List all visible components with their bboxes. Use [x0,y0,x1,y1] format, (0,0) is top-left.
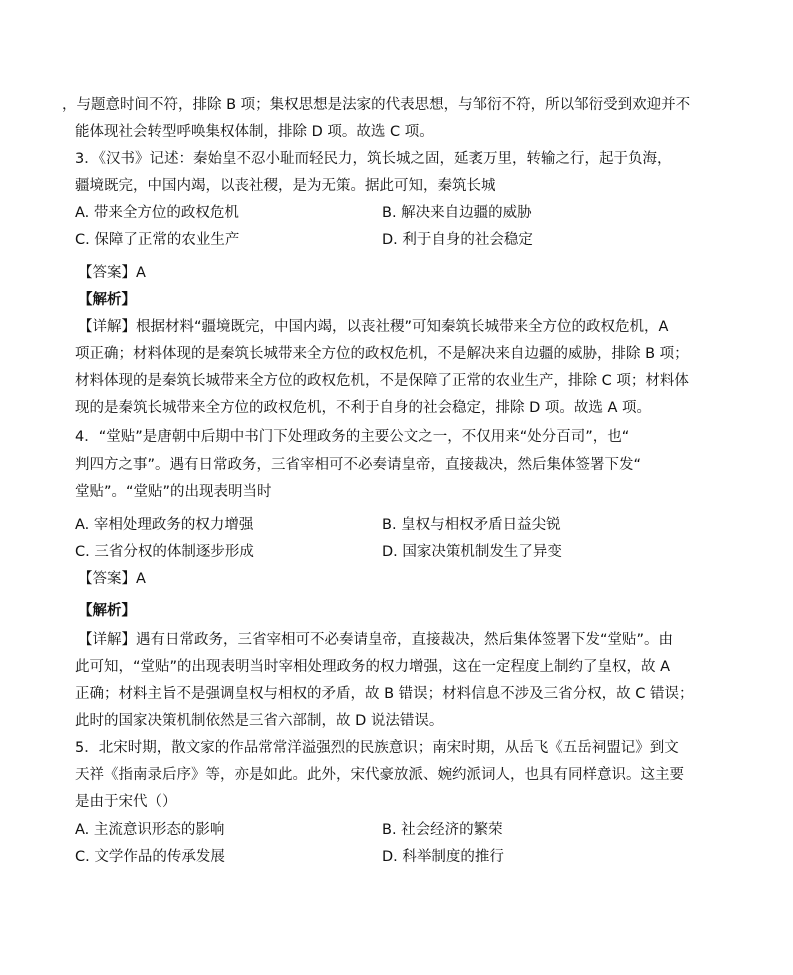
q3-option-c: C. 保障了正常的农业生产 [75,232,240,248]
q3-detail-line-3: 材料体现的是秦筑长城带来全方位的政权危机，不是保障了正常的农业生产，排除 C 项；材料体 [75,373,689,389]
q4-stem-line-1: 4．“堂贴”是唐朝中后期中书门下处理政务的主要公文之一，不仅用来“处分百司”，也“ [75,429,630,445]
q4-detail-line-3: 正确；材料主旨不是强调皇权与相权的矛盾，故 B 错误；材料信息不涉及三省分权，故 C 错误； [75,686,694,702]
q5-option-a: A. 主流意识形态的影响 [75,822,225,838]
q5-option-b: B. 社会经济的繁荣 [382,822,503,838]
q4-stem-line-3: 堂贴”。“堂贴”的出现表明当时 [75,484,272,500]
q3-detail-line-2: 项正确；材料体现的是秦筑长城带来全方位的政权危机，不是解决来自边疆的威胁，排除 B 项； [75,346,689,362]
q4-option-a: A. 宰相处理政务的权力增强 [75,517,254,533]
q5-stem-line-2: 天祥《指南录后序》等，亦是如此。此外，宋代豪放派、婉约派词人，也具有同样意识。这主要 [75,767,684,783]
q3-detail-line-4: 现的是秦筑长城带来全方位的政权危机，不利于自身的社会稳定，排除 D 项。故选 A 项。 [75,400,652,416]
q4-option-c: C. 三省分权的体制逐步形成 [75,544,254,560]
q4-option-d: D. 国家决策机制发生了异变 [382,544,562,560]
q4-option-b: B. 皇权与相权矛盾日益尖锐 [382,517,561,533]
q3-option-b: B. 解决来自边疆的威胁 [382,205,532,221]
q4-stem-line-2: 判四方之事”。遇有日常政务，三省宰相可不必奏请皇帝，直接裁决，然后集体签署下发“ [75,457,642,473]
q3-answer: 【答案】A [78,265,146,281]
q5-option-d: D. 科举制度的推行 [382,849,504,865]
q4-detail-line-1: 【详解】遇有日常政务，三省宰相可不必奏请皇帝，直接裁决，然后集体签署下发“堂贴”。由 [78,632,674,648]
q3-stem-line-2: 疆境既完，中国内竭，以丧社稷，是为无策。据此可知，秦筑长城 [75,178,496,194]
q4-detail-line-4: 此时的国家决策机制依然是三省六部制，故 D 说法错误。 [75,713,444,729]
q3-stem-line-1: 3．《汉书》记述：秦始皇不忍小耻而轻民力，筑长城之固，延袤万里，转输之行，起于负海， [75,151,672,167]
q3-analysis-label: 【解析】 [78,292,136,308]
continuation-line-1: ，与题意时间不符，排除 B 项；集权思想是法家的代表思想，与邹衍不符，所以邹衍受到欢迎并不 [62,97,691,113]
q4-answer: 【答案】A [78,571,146,587]
continuation-line-2: 能体现社会转型呼唤集权体制，排除 D 项。故选 C 项。 [75,124,434,140]
q5-option-c: C. 文学作品的传承发展 [75,849,225,865]
q5-stem-line-3: 是由于宋代（） [75,794,177,810]
q4-detail-line-2: 此可知，“堂贴”的出现表明当时宰相处理政务的权力增强，这在一定程度上制约了皇权，故 A [75,659,671,675]
q5-stem-line-1: 5．北宋时期，散文家的作品常常洋溢强烈的民族意识；南宋时期，从岳飞《五岳祠盟记》到文 [75,740,679,756]
q3-option-a: A. 带来全方位的政权危机 [75,205,239,221]
q3-detail-line-1: 【详解】根据材料“疆境既完，中国内竭，以丧社稷”可知秦筑长城带来全方位的政权危机，A [78,319,669,335]
q4-analysis-label: 【解析】 [78,603,136,619]
q3-option-d: D. 利于自身的社会稳定 [382,232,533,248]
